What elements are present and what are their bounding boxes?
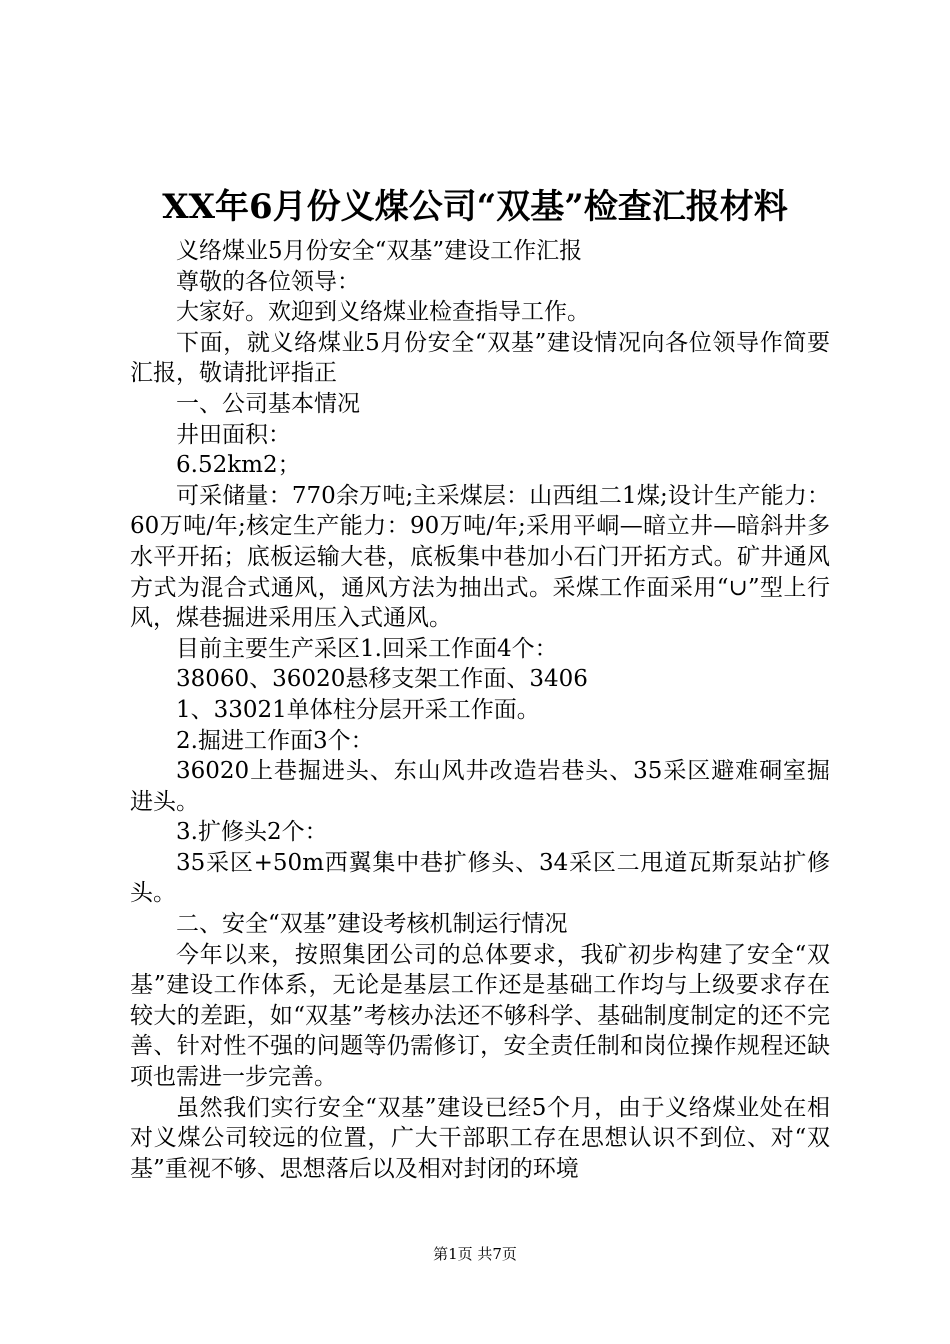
paragraph: 36020上巷掘进头、东山风井改造岩巷头、35采区避难硐室掘进头。 bbox=[130, 758, 830, 815]
paragraph: 大家好。欢迎到义络煤业检查指导工作。 bbox=[176, 299, 590, 326]
paragraph: 38060、36020悬移支架工作面、3406 bbox=[176, 666, 588, 693]
page-footer: 第1页 共7页 bbox=[433, 1245, 517, 1263]
paragraph: 3.扩修头2个： bbox=[176, 819, 328, 846]
paragraph: 35采区+50m西翼集中巷扩修头、34采区二甩道瓦斯泵站扩修头。 bbox=[130, 849, 830, 907]
paragraph: 目前主要生产采区1.回采工作面4个： bbox=[176, 635, 558, 662]
paragraph: 今年以来，按照集团公司的总体要求，我矿初步构建了安全“双基”建设工作体系，无论是基层工作还是基础工作均与上级要求存在较大的差距，如“双基”考核办法还不够科学、基础制度制定的还不完善、针对性不强的问题等仍需修订，安全责任制和岗位操作规程还缺项也需进一步完善。 bbox=[130, 941, 830, 1091]
paragraph: 6.52km2； bbox=[176, 452, 301, 479]
document-body bbox=[130, 236, 830, 1184]
paragraph: 一、公司基本情况 bbox=[176, 390, 360, 417]
paragraph: 二、安全“双基”建设考核机制运行情况 bbox=[176, 911, 568, 938]
paragraph: 义络煤业5月份安全“双基”建设工作汇报 bbox=[176, 238, 583, 264]
paragraph: 2.掘进工作面3个： bbox=[176, 727, 374, 754]
paragraph: 可采储量：770余万吨;主采煤层：山西组二1煤;设计生产能力：60万吨/年;核定生产能力：90万吨/年;采用平峒—暗立井—暗斜井多水平开拓；底板运输大巷，底板集中巷加小石门开拓方式。矿井通风方式为混合式通风，通风方法为抽出式。采煤工作面采用“∪”型上行风，煤巷掘进采用压入式通风。 bbox=[130, 482, 830, 632]
paragraph: 井田面积： bbox=[176, 421, 291, 448]
paragraph: 下面，就义络煤业5月份安全“双基”建设情况向各位领导作简要汇报，敬请批评指正 bbox=[130, 329, 830, 387]
paragraph: 1、33021单体柱分层开采工作面。 bbox=[176, 696, 540, 723]
paragraph: 虽然我们实行安全“双基”建设已经5个月，由于义络煤业处在相对义煤公司较远的位置，广大干部职工存在思想认识不到位、对“双基”重视不够、思想落后以及相对封闭的环境 bbox=[130, 1094, 830, 1182]
paragraph: 尊敬的各位领导： bbox=[176, 268, 360, 295]
document-title: XX年6月份义煤公司“双基”检查汇报材料 bbox=[162, 187, 788, 227]
